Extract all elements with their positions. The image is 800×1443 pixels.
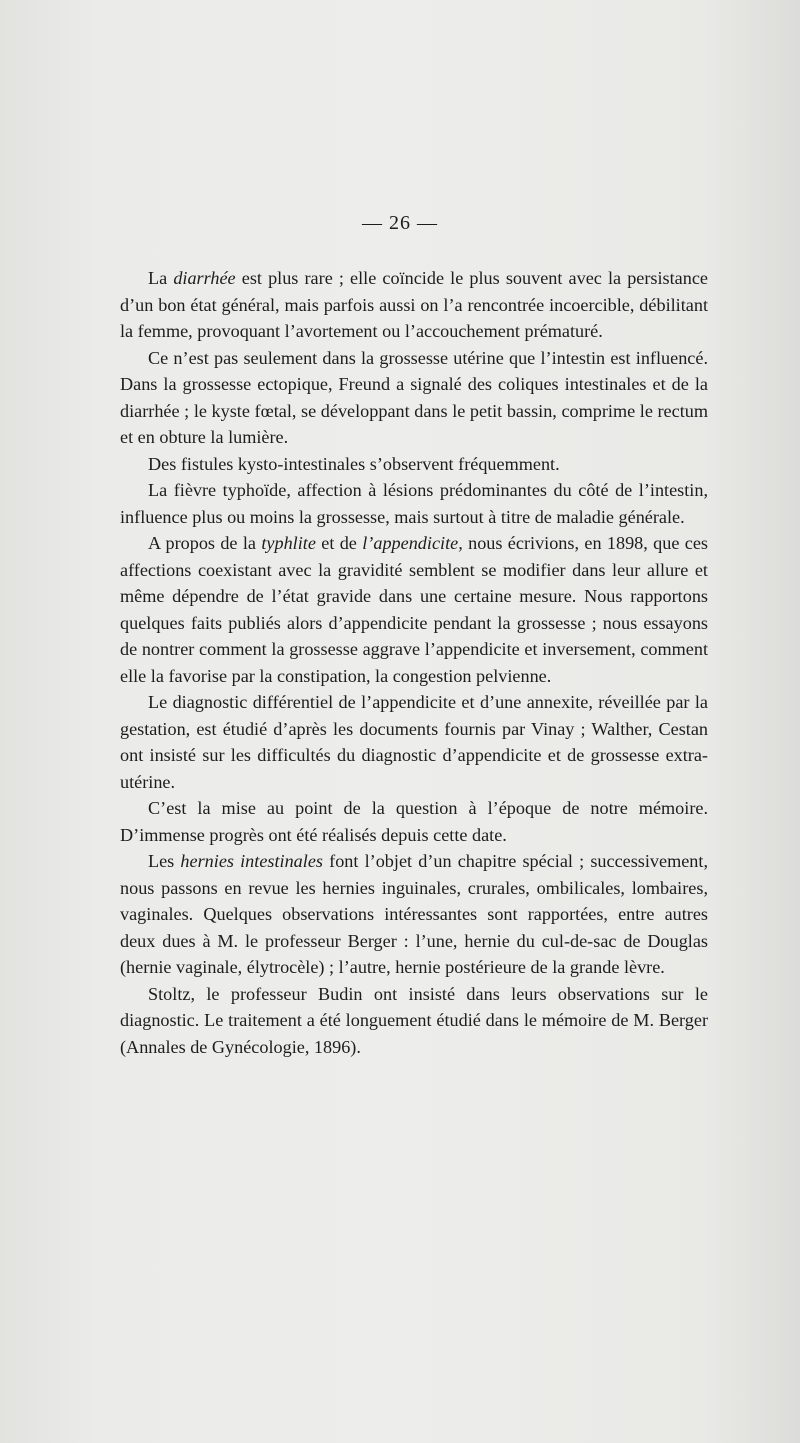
text-run: Des fistules kysto-intestinales s’observent fréquemment. bbox=[148, 453, 560, 474]
italic-term: typhlite bbox=[261, 533, 316, 553]
paragraph bbox=[120, 477, 708, 530]
text-run: et de bbox=[315, 533, 363, 553]
paragraph bbox=[120, 345, 708, 451]
paragraph bbox=[120, 981, 708, 1061]
paragraph bbox=[120, 689, 708, 795]
italic-term: l’appendicite, bbox=[362, 533, 463, 553]
text-run: Les bbox=[148, 851, 181, 871]
italic-term: diarrhée bbox=[173, 268, 236, 288]
paragraph bbox=[120, 265, 708, 345]
text-run: Le diagnostic différentiel de l’appendicite et d’une annexite, réveillée par la gestation, est étudié d’après les documents fournis par Vinay ; Walther, Cestan ont insisté sur les difficultés du diagnostic d’appendicite et de grossesse extra-utérine. bbox=[120, 692, 708, 792]
text-run: Ce n’est pas seulement dans la grossesse utérine que l’intestin est influencé. Dans la grossesse ectopique, Freund a signalé des coliques intestinales et de la diarrhée ; le kyste fœtal, se développant dans le petit bassin, comprime le rectum et en obture la lumière. bbox=[120, 347, 708, 447]
paragraph bbox=[120, 530, 708, 689]
text-run: La fièvre typhoïde, affection à lésions prédominantes du côté de l’intestin, influence plus ou moins la grossesse, mais surtout à titre de maladie générale. bbox=[120, 480, 708, 527]
paragraph bbox=[120, 848, 708, 981]
italic-term: hernies intestinales bbox=[180, 851, 323, 871]
text-run: A propos de la bbox=[148, 533, 262, 553]
text-run: La bbox=[148, 268, 174, 288]
body-text bbox=[120, 265, 708, 1060]
page-number: — 26 — bbox=[362, 212, 438, 234]
paragraph bbox=[120, 795, 708, 848]
text-run: est plus rare ; elle coïncide le plus souvent avec la persistance d’un bon état général, mais parfois aussi on l’a rencontrée incoercible, débilitant la femme, provoquant l’avortement ou l’accouchement prématuré. bbox=[120, 268, 708, 341]
text-run: nous écrivions, en 1898, que ces affections coexistant avec la gravidité semblent se modifier dans leur allure et même dépendre de l’état gravide dans une certaine mesure. Nous rapportons quelques faits publiés alors d’appendicite pendant la grossesse ; nous essayons de nontrer comment la grossesse aggrave l’appendicite et inversement, comment elle la favorise par la constipation, la congestion pelvienne. bbox=[120, 533, 708, 686]
paragraph bbox=[120, 451, 708, 478]
text-run: Stoltz, le professeur Budin ont insisté dans leurs observations sur le diagnostic. Le traitement a été longuement étudié dans le mémoire de M. Berger (Annales de Gynécologie, 1896). bbox=[120, 983, 708, 1057]
text-run: font l’objet d’un chapitre spécial ; successivement, nous passons en revue les hernies inguinales, crurales, ombilicales, lombaires, vaginales. Quelques observations intéressantes sont rapportées, entre autres deux dues à M. le professeur Berger : l’une, hernie du cul-de-sac de Douglas (hernie vaginale, élytrocèle) ; l’autre, hernie postérieure de la grande lèvre. bbox=[120, 851, 709, 977]
text-run: C’est la mise au point de la question à l’époque de notre mémoire. D’immense progrès ont été réalisés depuis cette date. bbox=[120, 798, 708, 845]
